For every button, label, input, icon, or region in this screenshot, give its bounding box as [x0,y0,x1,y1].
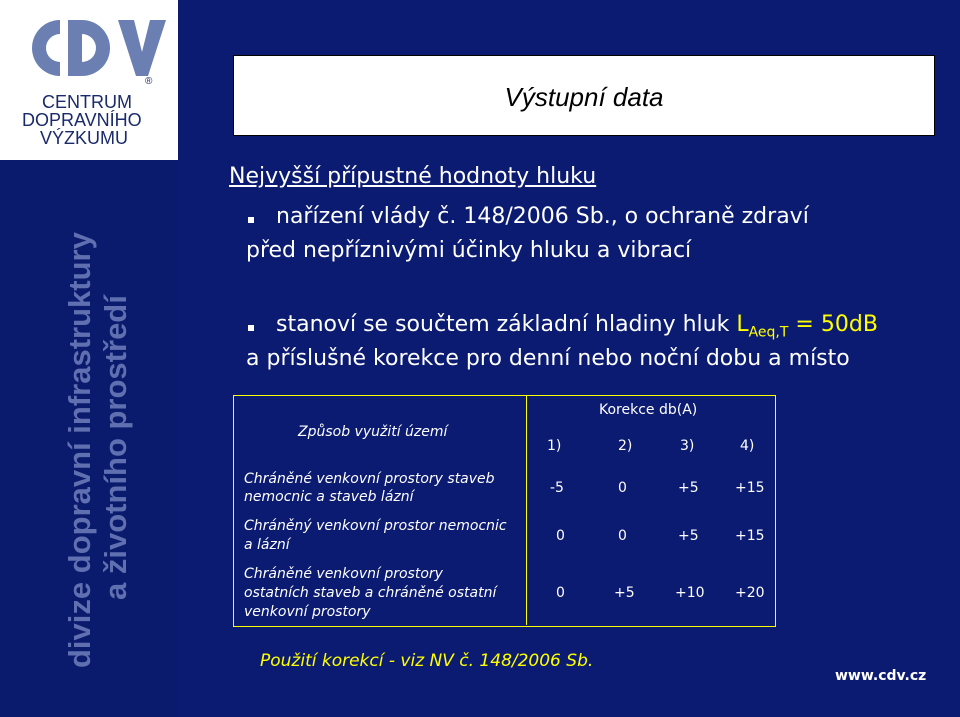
table-cell: +15 [735,480,765,496]
laeq-symbol: L [736,312,749,337]
table-row-label: a lázní [244,537,290,553]
table-subheader: 2) [618,438,633,454]
table-row-label: ostatních staveb a chráněné ostatní [244,585,497,601]
bullet-icon [248,217,254,223]
svg-text:®: ® [145,76,153,87]
table-cell: +20 [735,585,765,601]
bullet2-line1 [276,312,878,340]
section-heading: Nejvyšší přípustné hodnoty hluku [229,164,597,189]
table-subheader: 1) [547,438,562,454]
bullet1-line1: nařízení vlády č. 148/2006 Sb., o ochraně zdraví [276,204,809,229]
table-divider [526,395,527,625]
bullet2-text: stanoví se součtem základní hladiny hluk [276,312,737,337]
sidebar-vertical-line1: divize dopravní infrastruktury [62,232,97,668]
table-row-label: nemocnic a staveb lázní [244,489,414,505]
table-cell: 0 [556,585,565,601]
table-subheader: 3) [680,438,695,454]
table-cell: +5 [678,528,699,544]
table-row-label: Chráněný venkovní prostor nemocnic [244,518,507,534]
table-subheader: 4) [740,438,755,454]
svg-text:CENTRUM: CENTRUM [42,92,132,112]
table-cell: 0 [618,528,627,544]
svg-text:DOPRAVNÍHO: DOPRAVNÍHO [22,110,142,130]
note: Použití korekcí - viz NV č. 148/2006 Sb. [260,651,594,671]
logo [0,0,178,160]
footer-url[interactable]: www.cdv.cz [835,668,927,684]
bullet1-line2: před nepříznivými účinky hluku a vibrací [246,238,692,263]
table-cell: +10 [675,585,705,601]
page-title: Výstupní data [504,82,664,112]
svg-text:VÝZKUMU: VÝZKUMU [40,128,129,148]
table-row-label: Chráněné venkovní prostory staveb [244,471,495,487]
table-cell: +5 [678,480,699,496]
bullet2-line2: a příslušné korekce pro denní nebo noční dobu a místo [246,346,850,371]
table-row-label: venkovní prostory [244,604,371,620]
table-left-header: Způsob využití území [298,424,448,440]
table-row-label: Chráněné venkovní prostory [244,566,443,582]
table-cell: 0 [618,480,627,496]
bullet-icon [248,325,254,331]
table-cell: -5 [550,480,564,496]
laeq-value: = 50dB [788,312,878,337]
table-cell: +15 [735,528,765,544]
table-cell: +5 [614,585,635,601]
table-cell: 0 [556,528,565,544]
sidebar-vertical-line2: a životního prostředí [98,295,133,600]
title-box [233,55,935,136]
laeq-subscript: Aeq,T [748,324,789,341]
sidebar [0,0,178,717]
table-right-header: Korekce db(A) [599,402,698,418]
cdv-logo-icon [0,0,178,160]
